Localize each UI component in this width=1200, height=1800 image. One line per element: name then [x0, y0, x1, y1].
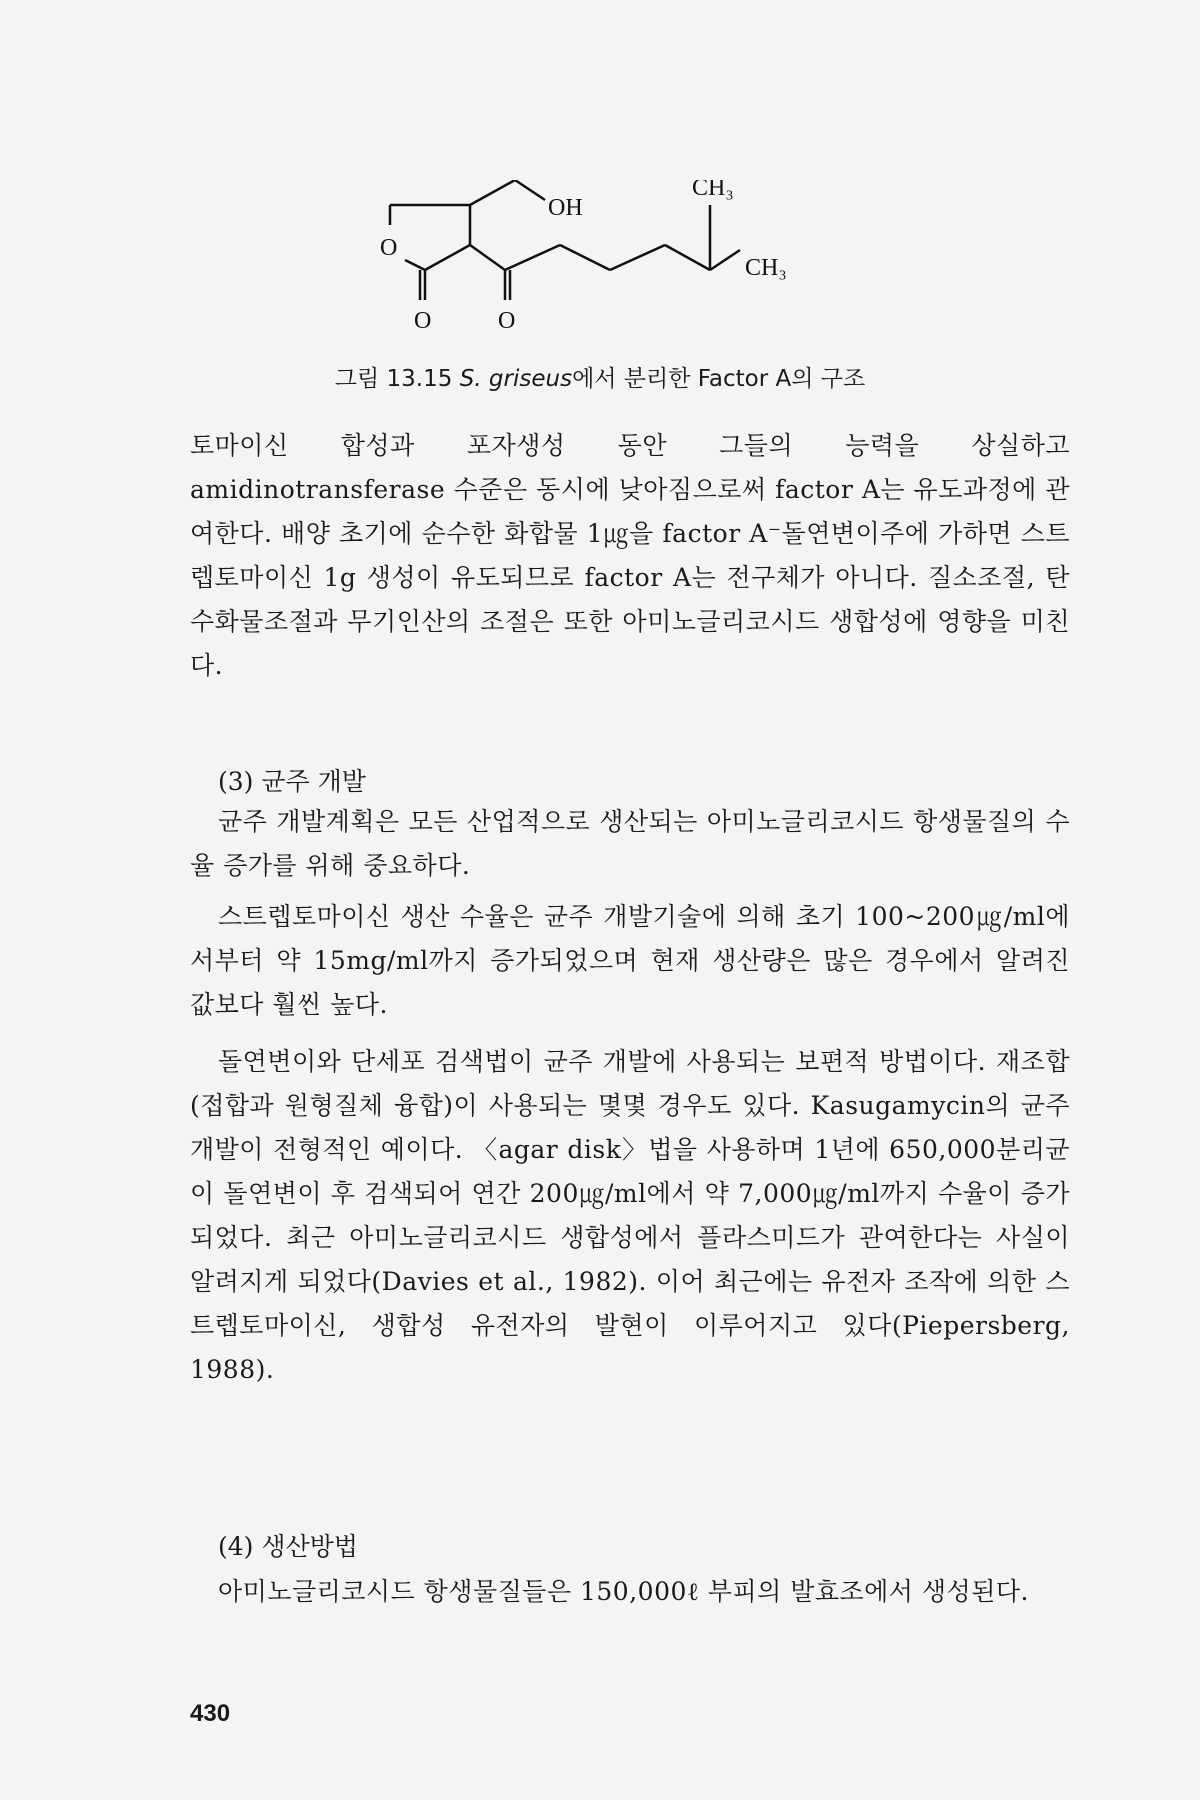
page-number: 430	[190, 1700, 231, 1727]
figure-caption	[0, 360, 1200, 393]
factor-a-structure-figure	[380, 180, 1000, 360]
section-heading-production-method: (4) 생산방법	[218, 1532, 358, 1561]
paragraph-strain-plan: 균주 개발계획은 모든 산업적으로 생산되는 아미노글리코시드 항생물질의 수율 증가를 위해 중요하다.	[190, 807, 1070, 880]
paragraph-fermentation: 아미노글리코시드 항생물질들은 150,000ℓ 부피의 발효조에서 생성된다.	[218, 1577, 1029, 1606]
methyl-top-label: CH₃	[692, 180, 734, 201]
chemical-structure-diagram	[380, 180, 1000, 360]
caption-species: S. griseus	[459, 366, 573, 392]
lactone-carbonyl-o-label: O	[414, 308, 432, 334]
paragraph-mutation-methods: 돌연변이와 단세포 검색법이 균주 개발에 사용되는 보편적 방법이다. 재조합(접합과 원형질체 융합)이 사용되는 몇몇 경우도 있다. Kasugamycin의 균주 개발이 전형적인 예이다. 〈agar disk〉법을 사용하며 1년에 650,000분리균이 돌연변이 후 검색되어 연간 200㎍/ml에서 약 7,000㎍/ml까지 수율이 증가되었다. 최근 아미노글리코시드 생합성에서 플라스미드가 관여한다는 사실이 알려지게 되었다(Davies et al., 1982). 이어 최근에는 유전자 조작에 의한 스트렙토마이신, 생합성 유전자의 발현이 이루어지고 있다(Piepersberg, 1988).	[190, 1047, 1070, 1384]
ketone-carbonyl-o-label: O	[498, 308, 516, 334]
section-heading-strain-development: (3) 균주 개발	[218, 767, 366, 796]
paragraph-streptomycin-yield: 스트렙토마이신 생산 수율은 균주 개발기술에 의해 초기 100~200㎍/ml에서부터 약 15mg/ml까지 증가되었으며 현재 생산량은 많은 경우에서 알려진 값보다 훨씬 높다.	[190, 902, 1070, 1019]
hydroxyl-label: OH	[548, 195, 583, 221]
paragraph-factor-a: 토마이신 합성과 포자생성 동안 그들의 능력을 상실하고 amidinotransferase 수준은 동시에 낮아짐으로써 factor A는 유도과정에 관여한다. 배양 초기에 순수한 화합물 1㎍을 factor A⁻돌연변이주에 가하면 스트렙토마이신 1g 생성이 유도되므로 factor A는 전구체가 아니다. 질소조절, 탄수화물조절과 무기인산의 조절은 또한 아미노글리코시드 생합성에 영향을 미친다.	[190, 431, 1070, 680]
caption-suffix: 에서 분리한 Factor A의 구조	[572, 366, 866, 392]
methyl-bottom-label: CH₃	[745, 255, 787, 281]
ring-oxygen-label: O	[380, 235, 398, 261]
caption-prefix: 그림 13.15	[334, 366, 460, 392]
